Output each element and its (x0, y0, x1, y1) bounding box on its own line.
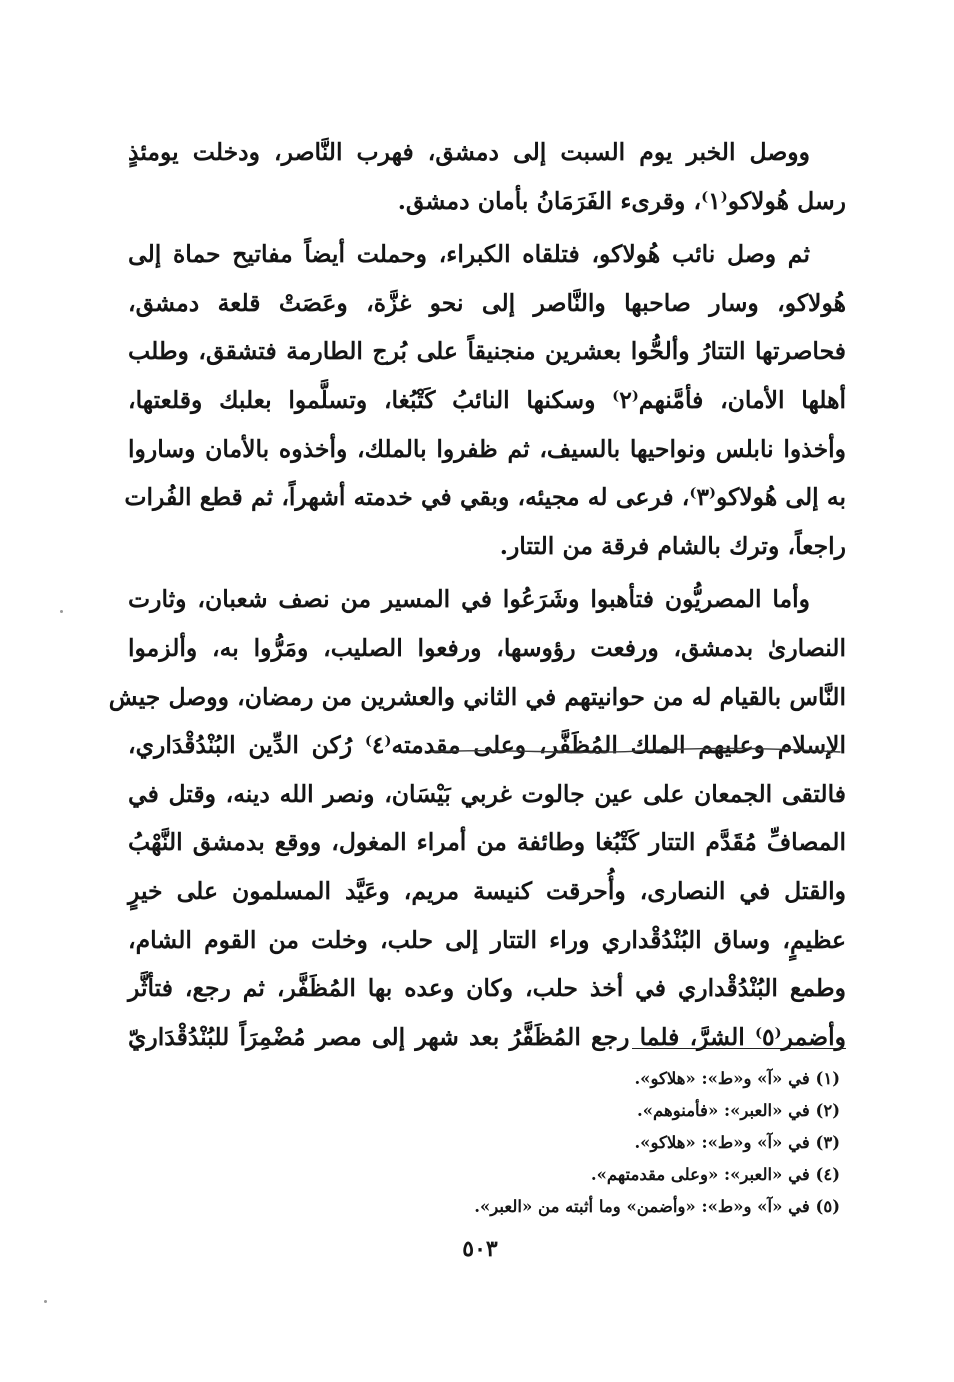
paragraph (108, 575, 846, 1061)
pencil-underline-mark (430, 745, 842, 757)
text-line: النصارىٰ بدمشق، ورفعت رؤوسها، ورفعوا الصليب، ومَرُّوا به، وألزموا (128, 633, 846, 662)
footnote: (٥) في «آ» و«ط»: «وأضمن» وما أثبته من «العبر». (474, 1197, 840, 1216)
page-number: ٥٠٣ (462, 1236, 498, 1262)
text-line: وأخذوا نابلس ونواحيها بالسيف، ثم ظفروا بالملك، وأخذوه بالأمان وساروا (128, 434, 846, 463)
text-line: النَّاس بالقيام له من حوانيتهم في الثاني والعشرين من رمضان، ووصل جيش (108, 682, 846, 711)
footnote: (١) في «آ» و«ط»: «هلاكو». (634, 1069, 840, 1088)
text-line: هُولاكو، وسار صاحبها والنَّاصر إلى نحو غزَّة، وعَصَتْ قلعة دمشق، (128, 288, 846, 317)
text-line: ثم وصل نائب هُولاكو، فتلقاه الكبراء، وحملت أيضاً مفاتيح حماة إلى (128, 240, 810, 269)
text-line: أهلها الأمان، فأمَّنهم⁽٢⁾ وسكنها النائبُ كَتْبُغا، وتسلَّموا بعلبك وقلعتها، (128, 385, 846, 414)
scan-speck (44, 1300, 47, 1303)
scan-speck (60, 610, 63, 613)
text-line: المصافِّ مُقَدَّم التتار كَتْبُغا وطائفة من أمراء المغول، ووقع بدمشق النَّهْبُ (128, 828, 846, 857)
text-line: ووصل الخبر يوم السبت إلى دمشق، فهرب النَّاصر، ودخلت يومئذٍ (128, 138, 810, 166)
footnote: (٣) في «آ» و«ط»: «هلاكو». (634, 1133, 840, 1152)
text-line: فحاصرتها التتارُ وألحُّوا بعشرين منجنيقاً على بُرج الطارمة فتشقق، وطلب (128, 337, 846, 366)
text-line: وأما المصريُّون فتأهبوا وشَرَعُوا في المسير من نصف شعبان، وثارت (128, 585, 810, 614)
footnote: (٤) في «العبر»: «وعلى مقدمتهم». (590, 1165, 840, 1184)
paragraph (124, 230, 846, 570)
text-line: الإسلام وعليهم الملك المُظَفَّر، وعلى مقدمته⁽٤⁾ رُكن الدِّين البُنْدُقْدَاري، (128, 731, 846, 760)
text-line: به إلى هُولاكو⁽٣⁾، فرعى له مجيئه، وبقي في خدمته أشهراً، ثم قطع الفُرات (124, 483, 846, 512)
text-line: رسل هُولاكو⁽١⁾، وقرىء الفَرَمَانُ بأمان دمشق. (397, 186, 846, 215)
paragraph (128, 128, 846, 225)
footnote: (٢) في «العبر»: «فأمنوهم». (636, 1101, 840, 1120)
text-line: فالتقى الجمعان على عين جالوت غربي بَيْسَان، ونصر الله دينه، وقتل في (128, 779, 846, 808)
text-line: عظيمٍ، وساق البُنْدُقْداري وراء التتار إلى حلب، وخلت من القوم الشام، (128, 925, 846, 954)
text-line: وأضمر⁽٥⁾ الشرَّ، فلما رجع المُظَفَّرُ بعد شهر إلى مصر مُضْمِرَاً للبُنْدُقْدَاريّ (128, 1022, 846, 1051)
text-line: والقتل في النصارى، وأُحرقت كنيسة مريم، وعَيَّد المسلمون على خيرٍ (128, 876, 846, 905)
text-line: وطمع البُنْدُقْداري في أخذ حلب، وكان وعده بها المُظَفَّر، ثم رجع، فتأثَّر (128, 974, 846, 1003)
footnotes (300, 1063, 840, 1223)
text-line: راجعاً، وترك بالشام فرقة من التتار. (499, 531, 846, 560)
main-text (108, 128, 846, 1061)
footnote-separator (632, 1048, 846, 1049)
